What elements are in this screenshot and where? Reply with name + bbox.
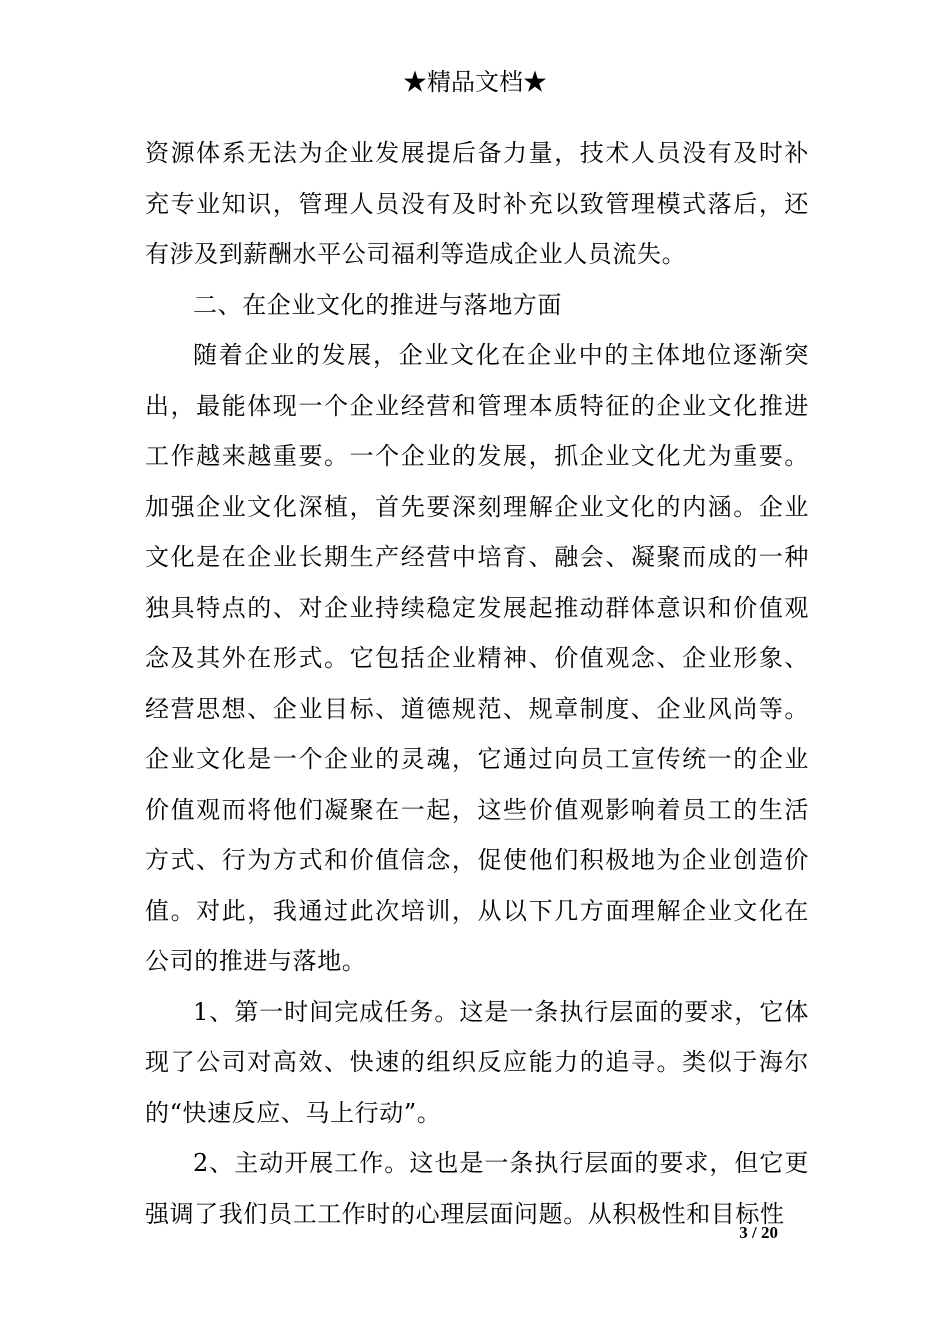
section-heading: 二、在企业文化的推进与落地方面 [193,290,562,319]
document-body [145,128,809,1239]
paragraph-item-1: 1、第一时间完成任务。这是一条执行层面的要求，它体现了公司对高效、快速的组织反应能力的追寻。类似于海尔的“快速反应、马上行动”。 [145,997,809,1127]
paragraph-1: 资源体系无法为企业发展提后备力量，技术人员没有及时补充专业知识，管理人员没有及时补充以致管理模式落后，还有涉及到薪酬水平公司福利等造成企业人员流失。 [145,139,809,268]
page-separator: / [747,1223,761,1242]
page-current: 3 [739,1223,748,1242]
page-number [739,1223,778,1243]
paragraph-culture: 随着企业的发展，企业文化在企业中的主体地位逐渐突出，最能体现一个企业经营和管理本质特征的企业文化推进工作越来越重要。一个企业的发展，抓企业文化尤为重要。加强企业文化深植，首先要深刻理解企业文化的内涵。企业文化是在企业长期生产经营中培育、融会、凝聚而成的一种独具特点的、对企业持续稳定发展起推动群体意识和价值观念及其外在形式。它包括企业精神、价值观念、企业形象、经营思想、企业目标、道德规范、规章制度、企业风尚等。企业文化是一个企业的灵魂，它通过向员工宣传统一的企业价值观而将他们凝聚在一起，这些价值观影响着员工的生活方式、行为方式和价值信念，促使他们积极地为企业创造价值。对此，我通过此次培训，从以下几方面理解企业文化在公司的推进与落地。 [145,341,809,975]
header-title: ★精品文档★ [403,68,547,96]
page-total: 20 [761,1223,778,1242]
document-header [0,62,950,102]
paragraph-item-2: 2、主动开展工作。这也是一条执行层面的要求，但它更强调了我们员工工作时的心理层面问题。从积极性和目标性 [145,1149,809,1228]
